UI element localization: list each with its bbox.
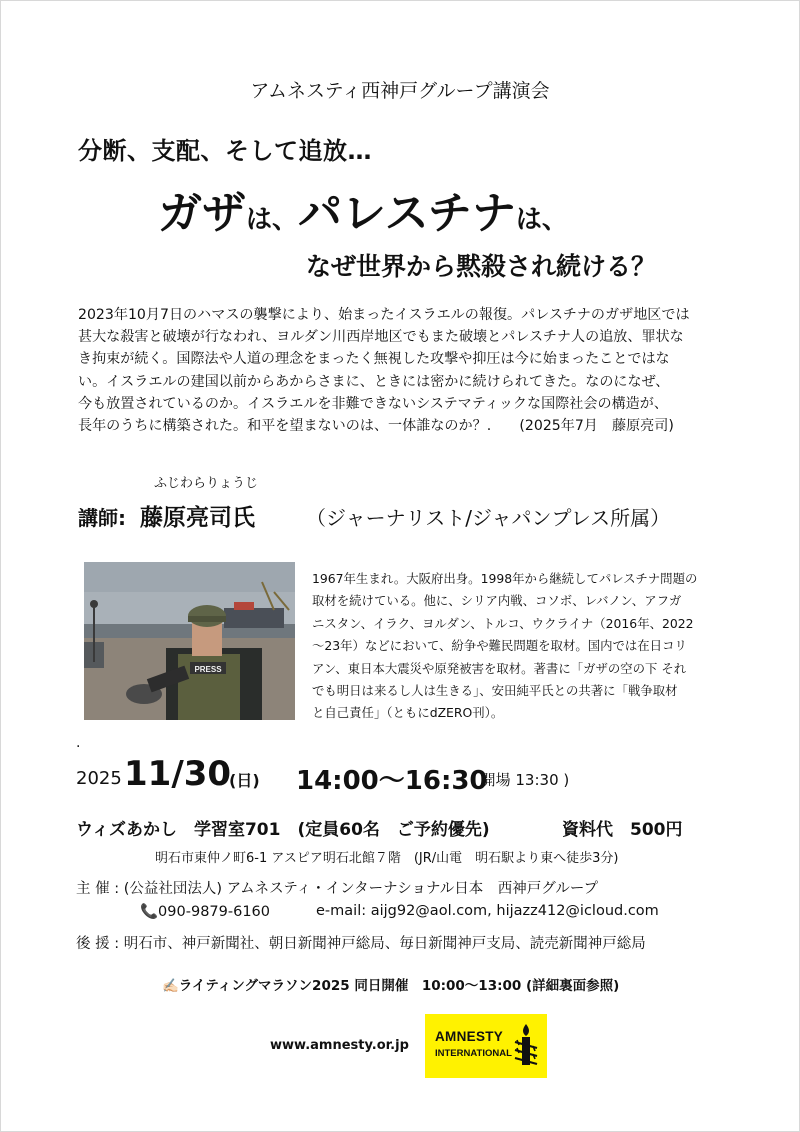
title-line-2 bbox=[158, 177, 568, 241]
speaker-affiliation: （ジャーナリスト/ジャパンプレス所属） bbox=[306, 506, 671, 530]
bio-line: 〜23年）などにおいて、紛争や難民問題を取材。国内では在日コリ bbox=[312, 638, 687, 654]
bio-line: 1967年生まれ。大阪府出身。1998年から継続してパレスチナ問題の bbox=[312, 571, 698, 586]
speaker-bio bbox=[312, 568, 722, 725]
organizer: 主 催 : (公益社団法人) アムネスティ・インターナショナル日本 西神戸グループ bbox=[76, 881, 599, 897]
intro-line: 2023年10月7日のハマスの襲撃により、始まったイスラエルの報復。パレスチナのガザ地区では bbox=[78, 307, 690, 323]
speaker-photo bbox=[84, 562, 295, 720]
title-particle-2: は、 bbox=[515, 205, 568, 235]
intro-text bbox=[78, 304, 728, 437]
intro-line: 長年のうちに構築された。和平を望まないのは、一体誰なのか？. (2025年7月 藤原亮司) bbox=[78, 418, 674, 435]
speaker-name-reading: ふじわらりょうじ bbox=[154, 476, 259, 491]
phone-number: 📞090-9879-6160 bbox=[140, 904, 270, 920]
bio-line: と自己責任」（ともにdZERO刊）。 bbox=[312, 705, 504, 721]
writing-marathon-notice: ✍🏻ライティングマラソン2025 同日開催 10:00〜13:00 (詳細裏面参照) bbox=[162, 978, 620, 994]
event-series-title: アムネスティ西神戸グループ講演会 bbox=[250, 80, 550, 102]
title-line-3: なぜ世界から黙殺され続ける？ bbox=[306, 252, 657, 281]
intro-line: 今も放置されているのか。イスラエルを非難できないシステマティックな国際社会の構造が、 bbox=[78, 395, 668, 412]
doors-open-time: ( 開場 13:30 ) bbox=[470, 771, 570, 789]
fee: 資料代 500円 bbox=[562, 820, 683, 840]
title-particle-1: は、 bbox=[246, 205, 299, 235]
bio-line: アン、東日本大震災や原発被害を取材。著書に「ガザの空の下 それ bbox=[312, 660, 687, 676]
venue: ウィズあかし 学習室701 (定員60名 ご予約優先) bbox=[76, 820, 490, 840]
event-time: 14:00〜16:30 bbox=[296, 766, 488, 796]
venue-address: 明石市東仲ノ町6-1 アスピア明石北館７階 (JR/山電 明石駅より東へ徒歩3分) bbox=[155, 851, 619, 866]
intro-line: い。イスラエルの建国以前からあからさまに、ときには密かに続けられてきた。なのになぜ、 bbox=[78, 373, 670, 390]
bio-line: ニスタン、イラク、ヨルダン、トルコ、ウクライナ（2016年、2022 bbox=[312, 615, 694, 631]
title-line-1: 分断、支配、そして追放… bbox=[78, 137, 372, 165]
bio-line: 取材を続けている。他に、シリア内戦、コソボ、レバノン、アフガ bbox=[312, 593, 682, 609]
event-month-day: 11/30 bbox=[124, 754, 232, 794]
press-badge: PRESS bbox=[194, 665, 222, 674]
title-gaza: ガザ bbox=[158, 188, 246, 239]
event-weekday: (日) bbox=[229, 771, 260, 790]
title-palestine: パレスチナ bbox=[298, 188, 516, 239]
intro-line: 甚大な殺害と破壊が行なわれ、ヨルダン川西岸地区でもまた破壊とパレスチナ人の追放、罪状な bbox=[78, 329, 684, 346]
email-addresses: e-mail: aijg92@aol.com, hijazz412@icloud.com bbox=[316, 903, 659, 919]
bio-line: でも明日は来るし人は生きる」、安田純平氏との共著に「戦争取材 bbox=[312, 683, 678, 699]
speaker-label: 講師: bbox=[78, 506, 126, 530]
intro-line: き拘束が続く。国際法や人道の理念をまったく無視した攻撃や抑圧は今に始まったことではな bbox=[78, 351, 670, 368]
supporters: 後 援 : 明石市、神戸新聞社、朝日新聞神戸総局、毎日新聞神戸支局、読売新聞神戸総局 bbox=[76, 936, 646, 952]
website-link[interactable]: www.amnesty.or.jp bbox=[270, 1038, 409, 1053]
logo-text-international: INTERNATIONAL bbox=[435, 1048, 512, 1059]
event-year: 2025 bbox=[76, 768, 122, 789]
speaker-name: 藤原亮司氏 bbox=[140, 505, 255, 531]
stray-dot: . bbox=[76, 735, 81, 751]
logo-text-amnesty: AMNESTY bbox=[435, 1029, 504, 1044]
candle-barbed-wire-icon bbox=[512, 1022, 540, 1070]
amnesty-logo bbox=[425, 1014, 547, 1078]
